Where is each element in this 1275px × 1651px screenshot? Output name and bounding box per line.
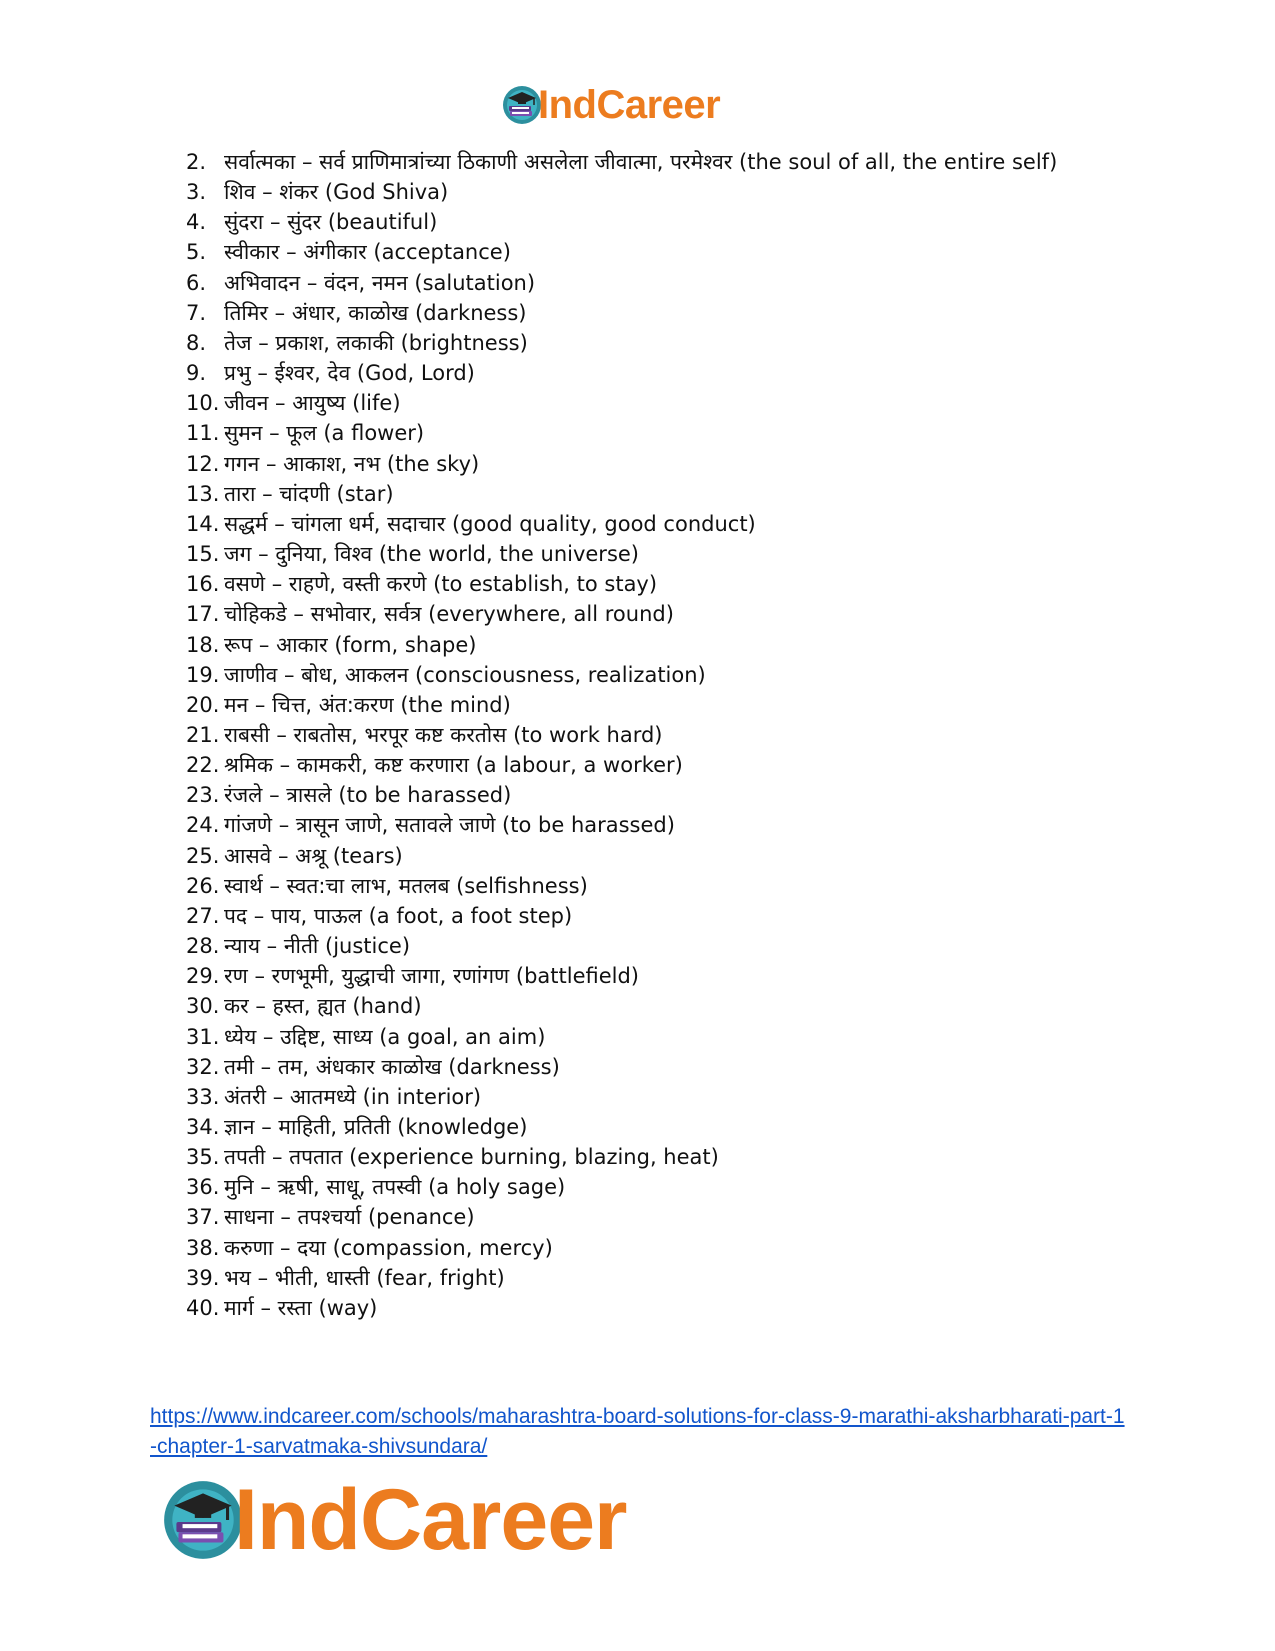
list-item: 15. जग – दुनिया, विश्व (the world, the universe) [186, 542, 639, 567]
list-item: 40. मार्ग – रस्ता (way) [186, 1295, 378, 1320]
list-item: 22. श्रमिक – कामकरी, कष्ट करणारा (a labour, a worker) [186, 753, 683, 778]
list-item: 21. राबसी – राबतोस, भरपूर कष्ट करतोस (to work hard) [186, 722, 663, 747]
list-item: 19. जाणीव – बोध, आकलन (consciousness, realization) [186, 662, 706, 687]
list-item: 24. गांजणे – त्रासून जाणे, सतावले जाणे (to be harassed) [186, 813, 675, 838]
list-item: 2. सर्वात्मका – सर्व प्राणिमात्रांच्या ठिकाणी असलेला जीवात्मा, परमेश्वर (the soul of all, the entire self) [186, 150, 1058, 174]
list-item: 27. पद – पाय, पाऊल (a foot, a foot step) [186, 903, 573, 928]
list-item: 37. साधना – तपश्चर्या (penance) [186, 1205, 475, 1230]
list-item: 23. रंजले – त्रासले (to be harassed) [186, 783, 512, 808]
list-item: 28. न्याय – नीती (justice) [186, 934, 411, 959]
list-item: 7. तिमिर – अंधार, काळोख (darkness) [186, 300, 527, 325]
list-item: 3. शिव – शंकर (God Shiva) [186, 180, 449, 205]
list-item: 10. जीवन – आयुष्य (life) [186, 391, 401, 416]
list-item: 17. चोहिकडे – सभोवार, सर्वत्र (everywhere, all round) [186, 602, 674, 627]
list-item: 20. मन – चित्त, अंत:करण (the mind) [186, 692, 511, 717]
list-item: 5. स्वीकार – अंगीकार (acceptance) [186, 240, 511, 265]
indcareer-logo-top [500, 80, 720, 130]
list-item: 33. अंतरी – आतमध्ये (in interior) [186, 1084, 482, 1109]
list-item: 32. तमी – तम, अंधकार काळोख (darkness) [186, 1054, 560, 1079]
list-item: 39. भय – भीती, धास्ती (fear, fright) [186, 1265, 505, 1290]
list-item: 4. सुंदरा – सुंदर (beautiful) [186, 210, 438, 235]
list-item: 12. गगन – आकाश, नभ (the sky) [186, 451, 480, 476]
indcareer-logo-bottom [158, 1470, 627, 1570]
list-item: 31. ध्येय – उद्दिष्ट, साध्य (a goal, an aim) [186, 1024, 546, 1049]
list-item: 35. तपती – तपतात (experience burning, blazing, heat) [186, 1145, 719, 1170]
list-item: 16. वसणे – राहणे, वस्ती करणे (to establish, to stay) [186, 572, 658, 597]
list-item: 25. आसवे – अश्रू (tears) [186, 843, 403, 868]
list-item: 29. रण – रणभूमी, युद्धाची जागा, रणांगण (battlefield) [186, 964, 639, 989]
list-item: 9. प्रभु – ईश्वर, देव (God, Lord) [186, 361, 475, 386]
list-item: 14. सद्धर्म – चांगला धर्म, सदाचार (good quality, good conduct) [186, 511, 756, 536]
list-item: 38. करुणा – दया (compassion, mercy) [186, 1235, 553, 1260]
brand-name: IndCareer [234, 1472, 627, 1568]
list-item: 36. मुनि – ऋषी, साधू, तपस्वी (a holy sage) [186, 1175, 566, 1200]
brand-name: IndCareer [538, 83, 721, 127]
list-item: 13. तारा – चांदणी (star) [186, 481, 394, 506]
list-item: 6. अभिवादन – वंदन, नमन (salutation) [186, 270, 536, 295]
list-item: 34. ज्ञान – माहिती, प्रतिती (knowledge) [186, 1115, 528, 1139]
list-item: 8. तेज – प्रकाश, लकाकी (brightness) [186, 330, 528, 355]
list-item: 26. स्वार्थ – स्वत:चा लाभ, मतलब (selfishness) [186, 873, 588, 898]
list-item: 30. कर – हस्त, ह्यत (hand) [186, 994, 422, 1019]
list-item: 18. रूप – आकार (form, shape) [186, 632, 477, 657]
source-link[interactable]: https://www.indcareer.com/schools/maharashtra-board-solutions-for-class-9-marathi-aksharbharati-part-1-chapter-1-sarvatmaka-shivsundara/ [150, 1405, 1125, 1458]
vocabulary-list [186, 147, 1096, 1323]
list-item: 11. सुमन – फूल (a flower) [186, 421, 425, 446]
